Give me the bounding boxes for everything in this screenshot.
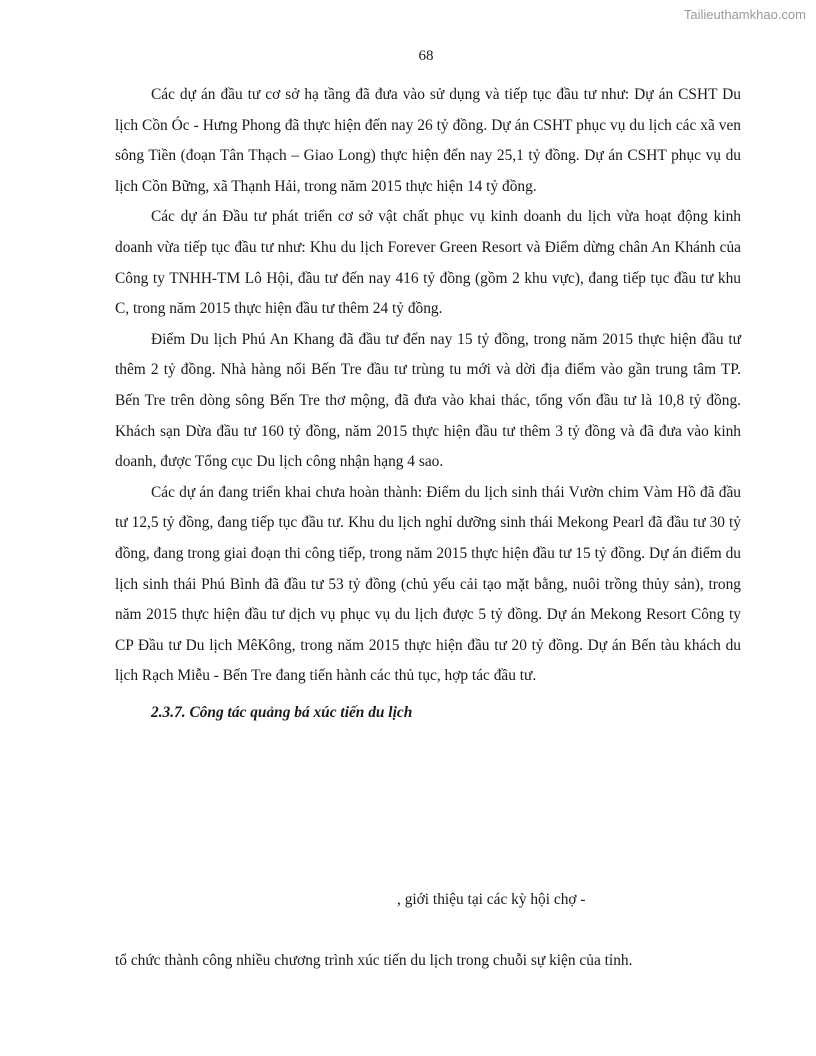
paragraph: Điểm Du lịch Phú An Khang đã đầu tư đến nay 15 tỷ đồng, trong năm 2015 thực hiện đầu tư thêm 2 tỷ đồng. Nhà hàng nổi Bến Tre đầu tư trùng tu mới và dời địa điểm vào gần trung tâm TP. Bến Tre trên dòng sông Bến Tre thơ mộng, đã đưa vào khai thác, tổng vốn đầu tư là 10,8 tỷ đồng. Khách sạn Dừa đầu tư 160 tỷ đồng, năm 2015 thực hiện đầu tư thêm 3 tỷ đồng và đã đưa vào kinh doanh, được Tổng cục Du lịch công nhận hạng 4 sao. (115, 330, 741, 471)
final-text-line: tổ chức thành công nhiều chương trình xúc tiến du lịch trong chuỗi sự kiện của tỉnh. (115, 952, 633, 969)
page-number: 68 (418, 48, 434, 64)
partial-text-line: , giới thiệu tại các kỳ hội chợ - (397, 891, 586, 908)
paragraph: Các dự án Đầu tư phát triển cơ sở vật chất phục vụ kinh doanh du lịch vừa hoạt động kinh doanh vừa tiếp tục đầu tư như: Khu du lịch Forever Green Resort và Điểm dừng chân An Khánh của Công ty TNHH-TM Lô Hội, đầu tư đến nay 416 tỷ đồng (gồm 2 khu vực), đang tiếp tục đầu tư khu C, trong năm 2015 thực hiện đầu tư thêm 24 tỷ đồng. (115, 208, 741, 318)
watermark: Tailieuthamkhao.com (683, 7, 806, 22)
paragraph: Các dự án đầu tư cơ sở hạ tầng đã đưa vào sử dụng và tiếp tục đầu tư như: Dự án CSHT Du lịch Cồn Óc - Hưng Phong đã thực hiện đến nay 26 tỷ đồng. Dự án CSHT phục vụ du lịch các xã ven sông Tiền (đoạn Tân Thạch – Giao Long) thực hiện đến nay 25,1 tỷ đồng. Dự án CSHT phục vụ du lịch Cồn Bững, xã Thạnh Hải, trong năm 2015 thực hiện 14 tỷ đồng. (115, 86, 741, 195)
document-body (115, 80, 741, 728)
paragraph: Các dự án đang triển khai chưa hoàn thành: Điểm du lịch sinh thái Vườn chim Vàm Hồ đã đầu tư 12,5 tỷ đồng, đang tiếp tục đầu tư. Khu du lịch nghỉ dưỡng sinh thái Mekong Pearl đã đầu tư 30 tỷ đồng, đang trong giai đoạn thi công tiếp, trong năm 2015 thực hiện đầu tư 15 tỷ đồng. Dự án điểm du lịch sinh thái Phú Bình đã đầu tư 53 tỷ đồng (chủ yếu cải tạo mặt bằng, nuôi trồng thủy sản), trong năm 2015 thực hiện đầu tư dịch vụ phục vụ du lịch được 5 tỷ đồng. Dự án Mekong Resort Công ty CP Đầu tư Du lịch MêKông, trong năm 2015 thực hiện đầu tư 20 tỷ đồng. Dự án Bến tàu khách du lịch Rạch Miễu - Bến Tre đang tiến hành các thủ tục, hợp tác đầu tư. (115, 483, 741, 685)
section-heading: 2.3.7. Công tác quảng bá xúc tiến du lịch (151, 703, 413, 721)
